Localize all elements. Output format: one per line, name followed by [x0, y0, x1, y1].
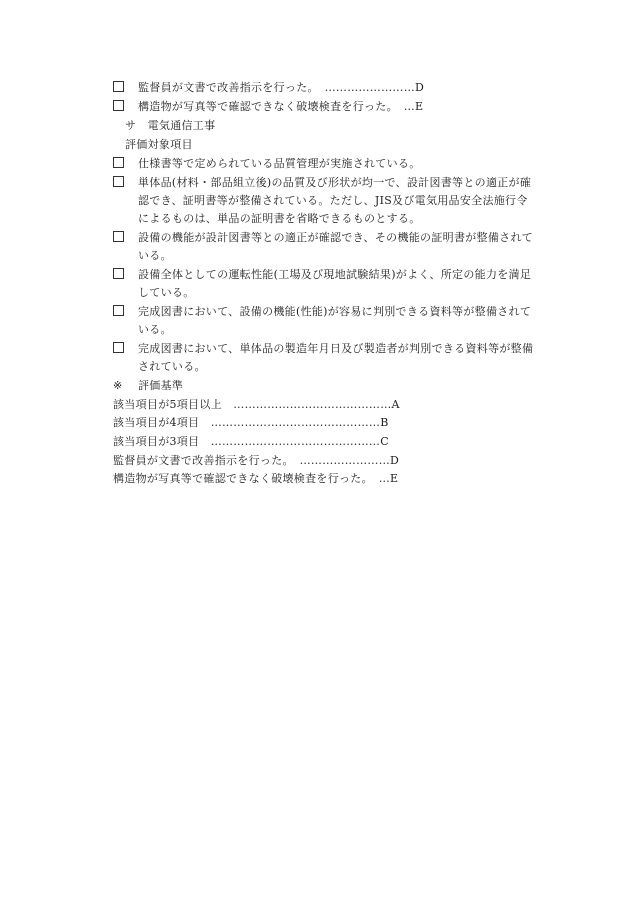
- subsection-heading: 評価対象項目: [125, 138, 193, 151]
- checkbox-icon: [113, 81, 124, 92]
- checklist-item: [113, 81, 424, 95]
- criteria-line: 構造物が写真等で確認できなく破壊検査を行った。 …E: [113, 472, 399, 485]
- checkbox-icon: [113, 100, 124, 111]
- item-text-continued: によるものは、単品の証明書を省略できるものとする。: [138, 212, 421, 225]
- item-text-continued: いる。: [138, 323, 172, 336]
- item-text: 単体品(材料・部品組立後)の品質及び形状が均一で、設計図書等との適正が確: [138, 176, 532, 189]
- checkbox-icon: [113, 342, 124, 353]
- checklist-item: [113, 305, 531, 319]
- criteria-line: 監督員が文書で改善指示を行った。 ……………………D: [113, 454, 400, 467]
- item-text: 設備全体としての運転性能(工場及び現地試験結果)がよく、所定の能力を満足: [138, 268, 532, 281]
- criteria-line: 該当項目が5項目以上 ……………………………………A: [113, 398, 400, 411]
- criteria-title: 評価基準: [138, 379, 184, 392]
- item-text: 仕様書等で定められている品質管理が実施されている。: [138, 157, 421, 170]
- criteria-line: 該当項目が4項目 ………………………………………B: [113, 416, 389, 429]
- item-text-continued: 認でき、証明書等が整備されている。ただし、JIS及び電気用品安全法施行令: [138, 194, 528, 207]
- checkbox-icon: [113, 231, 124, 242]
- item-text: 設備の機能が設計図書等との適正が確認でき、その機能の証明書が整備されて: [138, 231, 534, 244]
- item-text: 監督員が文書で改善指示を行った。 ……………………D: [138, 81, 425, 94]
- criteria-line: 該当項目が3項目 ………………………………………C: [113, 435, 389, 448]
- item-text: 構造物が写真等で確認できなく破壊検査を行った。 …E: [138, 100, 424, 113]
- item-text-continued: いる。: [138, 249, 172, 262]
- criteria-heading: [113, 379, 183, 393]
- checklist-item: [113, 157, 421, 171]
- checklist-item: [113, 100, 423, 114]
- checkbox-icon: [113, 305, 124, 316]
- item-text: 完成図書において、設備の機能(性能)が容易に判別できる資料等が整備されて: [138, 305, 532, 318]
- item-text: 完成図書において、単体品の製造年月日及び製造者が判別できる資料等が整備: [138, 342, 534, 355]
- checklist-item: [113, 176, 531, 190]
- checklist-item: [113, 231, 533, 245]
- section-heading: サ 電気通信工事: [125, 119, 216, 132]
- checklist-item: [113, 268, 531, 282]
- item-text-continued: されている。: [138, 360, 206, 373]
- item-text-continued: している。: [138, 286, 195, 299]
- checkbox-icon: [113, 268, 124, 279]
- checkbox-icon: [113, 157, 124, 168]
- checklist-item: [113, 342, 533, 356]
- reference-mark: ※: [113, 379, 123, 392]
- checkbox-icon: [113, 176, 124, 187]
